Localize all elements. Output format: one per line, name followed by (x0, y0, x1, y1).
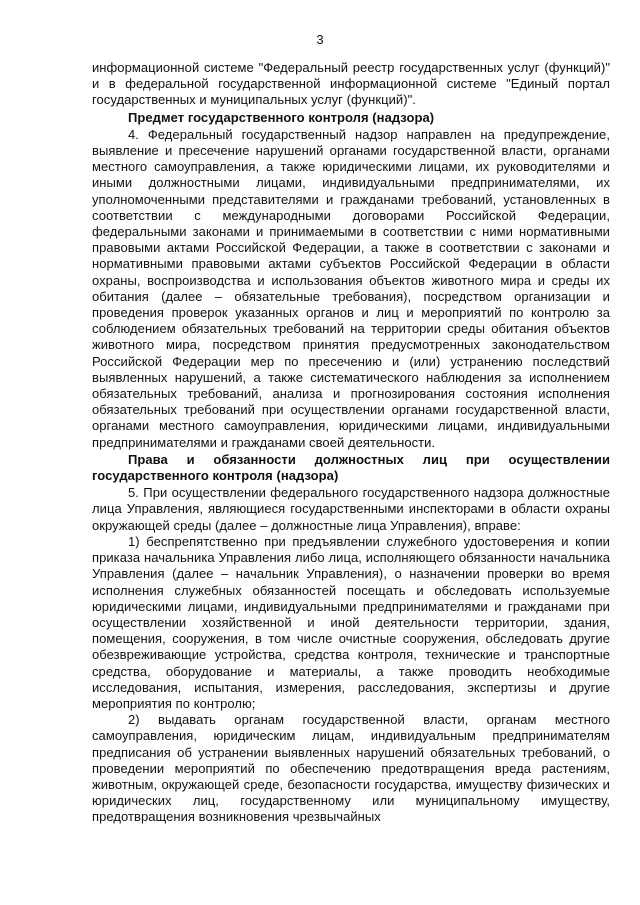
section-heading-rights: Права и обязанности должностных лиц при осуществлении государственного контроля (надзора) (92, 451, 610, 484)
paragraph-intro: информационной системе "Федеральный реестр государственных услуг (функций)" и в федеральной государственной информационной системе "Единый портал государственных и муниципальных услуг (функций)". (92, 60, 610, 108)
paragraph-4: 4. Федеральный государственный надзор направлен на предупреждение, выявление и пресечение нарушений органами государственной власти, органами местного самоуправления, а также юридическими лицами, их руководителями и иными должностными лицами, индивидуальными предпринимателями, их уполномоченными представителями и гражданами требований, установленных в соответствии с международными договорами Российской Федерации, федеральными законами и принимаемыми в соответствии с ними нормативными правовыми актами Российской Федерации, а также в соответствии с законами и нормативными правовыми актами субъектов Российской Федерации в области охраны, воспроизводства и использования объектов животного мира и среды их обитания (далее – обязательные требования), посредством организации и проведения проверок указанных органов и лиц и мероприятий по контролю за соблюдением обязательных требований на территории среды обитания объектов животного мира, посредством принятия предусмотренных законодательством Российской Федерации мер по пресечению и (или) устранению последствий выявленных нарушений, а также систематического наблюдения за исполнением обязательных требований, анализа и прогнозирования состояния исполнения обязательных требований при осуществлении органами государственной власти, органами местного самоуправления, юридическими лицами, индивидуальными предпринимателями и гражданами своей деятельности. (92, 126, 610, 450)
page-number: 3 (316, 32, 324, 47)
document-body (92, 60, 610, 826)
section-heading-subject: Предмет государственного контроля (надзора) (128, 109, 435, 125)
paragraph-5-item-1: 1) беспрепятственно при предъявлении служебного удостоверения и копии приказа начальника Управления либо лица, исполняющего обязанности начальника Управления (далее – начальник Управления), о назначении проверки во время исполнения служебных обязанностей посещать и обследовать используемые юридическими лицами, индивидуальными предпринимателями и гражданами при осуществлении хозяйственной и иной деятельности территории, здания, помещения, сооружения, в том числе очистные сооружения, обследовать другие обезвреживающие устройства, средства контроля, технические и транспортные средства, оборудование и материалы, а также проводить необходимые исследования, испытания, измерения, расследования, экспертизы и другие мероприятия по контролю; (92, 533, 610, 711)
paragraph-5: 5. При осуществлении федерального государственного надзора должностные лица Управления, являющиеся государственными инспекторами в области охраны окружающей среды (далее – должностные лица Управления), вправе: (92, 485, 610, 533)
paragraph-5-item-2: 2) выдавать органам государственной власти, органам местного самоуправления, юридическим лицам, индивидуальным предпринимателям предписания об устранении выявленных нарушений обязательных требований, о проведении мероприятий по обеспечению предотвращения вреда растениям, животным, окружающей среде, безопасности государства, имуществу физических и юридических лиц, государственному или муниципальному имуществу, предотвращения возникновения чрезвычайных (92, 712, 610, 825)
